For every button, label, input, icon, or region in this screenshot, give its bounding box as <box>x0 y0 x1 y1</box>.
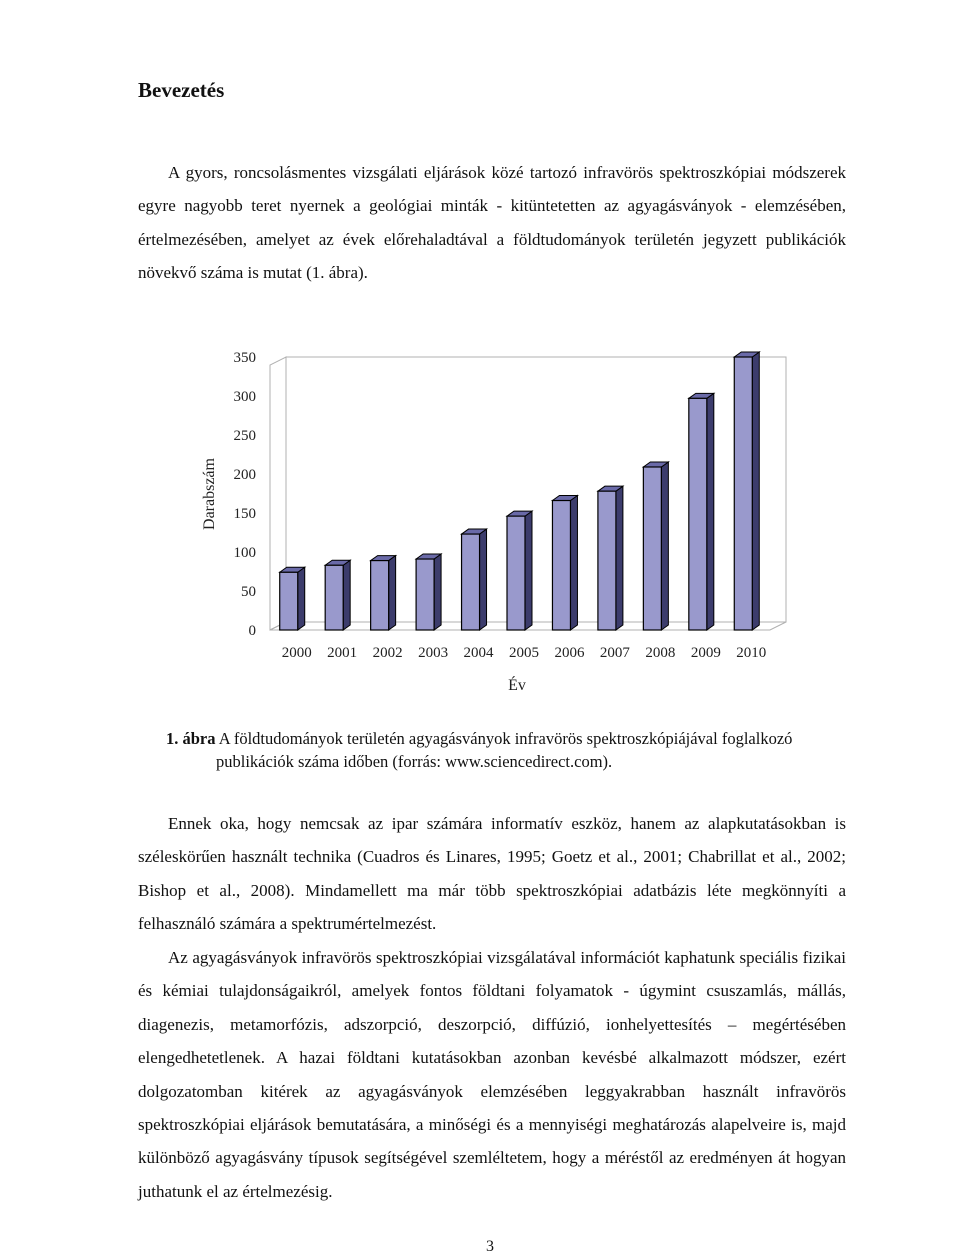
bar-side <box>752 352 759 630</box>
y-axis-ticks <box>234 350 257 639</box>
bar-side <box>707 393 714 630</box>
bar-2007 <box>598 486 623 630</box>
bar-2009 <box>689 393 714 630</box>
bar-side <box>298 567 305 630</box>
bar-front <box>325 565 343 630</box>
x-tick-label: 2004 <box>463 645 494 661</box>
y-tick-label: 250 <box>233 428 256 444</box>
x-tick-label: 2002 <box>372 645 403 661</box>
figure-label: 1. ábra <box>166 729 216 748</box>
y-tick-label: 150 <box>233 506 256 522</box>
y-axis-title: Darabszám <box>201 458 218 530</box>
bar-front <box>462 534 480 630</box>
bar-side <box>480 529 487 630</box>
bar-side <box>525 511 532 630</box>
x-tick-label: 2003 <box>418 645 449 661</box>
bar-2008 <box>643 462 668 630</box>
bar-front <box>734 357 752 630</box>
x-axis-ticks <box>282 645 767 661</box>
bar-2003 <box>416 554 441 630</box>
body-paragraph-aims: Az agyagásványok infravörös spektroszkópiai vizsgálatával információt kaphatunk speciális fizikai és kémiai tulajdonságaikról, amelyek fontos földtani folyamatok - úgymint csuszamlás, mállás, diagenezis, metamorfózis, adszorpció, deszorpció, diffúzió, ionhelyettesítés – megértésében elengedhetetlenek. A hazai földtani kutatásokban azonban kevésbé alkalmazott módszer, ezért dolgozatomban kitérek az agyagásványok elemzésében leggyakrabban használt infravörös spektroszkópiai eljárások bemutatására, a minőségi és a mennyiségi meghatározás alapelveire is, majd különböző agyagásvány típusok segítségével szemléltetem, hogy a méréstől az eredményen át hogyan juthatunk el az értelmezésig. <box>138 948 846 1201</box>
x-tick-label: 2006 <box>554 645 585 661</box>
chart-bars <box>280 352 760 630</box>
x-tick-label: 2001 <box>327 645 358 661</box>
y-tick-label: 350 <box>233 350 256 366</box>
y-tick-label: 0 <box>248 623 256 639</box>
bar-front <box>280 572 298 630</box>
x-tick-label: 2010 <box>736 645 767 661</box>
bar-front <box>643 467 661 630</box>
bar-front <box>689 398 707 630</box>
bar-front <box>598 491 616 630</box>
bar-side <box>616 486 623 630</box>
y-tick-label: 300 <box>233 389 256 405</box>
bar-front <box>552 501 570 630</box>
bar-side <box>343 560 350 630</box>
bar-front <box>507 516 525 630</box>
x-tick-label: 2008 <box>645 645 676 661</box>
y-tick-label: 200 <box>233 467 256 483</box>
bar-2004 <box>462 529 487 630</box>
bar-side <box>389 556 396 630</box>
bar-front <box>371 561 389 630</box>
figure-caption-text: A földtudományok területén agyagásványok infravörös spektroszkópiájával foglalkozó publikációk száma időben (forrás: www.sciencedirect.com). <box>216 729 793 771</box>
x-tick-label: 2000 <box>281 645 312 661</box>
y-tick-label: 50 <box>241 584 256 600</box>
body-paragraph-reasons: Ennek oka, hogy nemcsak az ipar számára informatív eszköz, hanem az alapkutatásokban is széleskörűen használt technika (Cuadros és Linares, 1995; Goetz et al., 2001; Chabrillat et al., 2002; Bishop et al., 2008). Mindamellett ma már több spektroszkópiai adatbázis léte megkönnyíti a felhasználó számára a spektrumértelmezést. <box>138 814 846 934</box>
x-tick-label: 2009 <box>690 645 721 661</box>
bar-2005 <box>507 511 532 630</box>
section-title: Bevezetés <box>138 78 225 102</box>
x-axis-title: Év <box>508 677 526 694</box>
bar-2001 <box>325 560 350 630</box>
intro-paragraph: A gyors, roncsolásmentes vizsgálati eljárások közé tartozó infravörös spektroszkópiai módszerek egyre nagyobb teret nyernek a geológiai minták - kitüntetetten az agyagásványok - elemzésében, értelmezésében, amelyet az évek előrehaladtával a földtudományok területén jegyzett publikációk növekvő száma is mutat (1. ábra). <box>138 163 846 283</box>
bar-2002 <box>371 556 396 630</box>
x-tick-label: 2007 <box>599 645 630 661</box>
bar-2000 <box>280 567 305 630</box>
bar-side <box>661 462 668 630</box>
y-tick-label: 100 <box>233 545 256 561</box>
bar-side <box>570 496 577 630</box>
bar-2010 <box>734 352 759 630</box>
bar-side <box>434 554 441 630</box>
figure-caption <box>166 727 856 773</box>
bar-front <box>416 559 434 630</box>
bar-2006 <box>552 496 577 630</box>
page-number: 3 <box>486 1238 494 1255</box>
x-tick-label: 2005 <box>509 645 539 661</box>
